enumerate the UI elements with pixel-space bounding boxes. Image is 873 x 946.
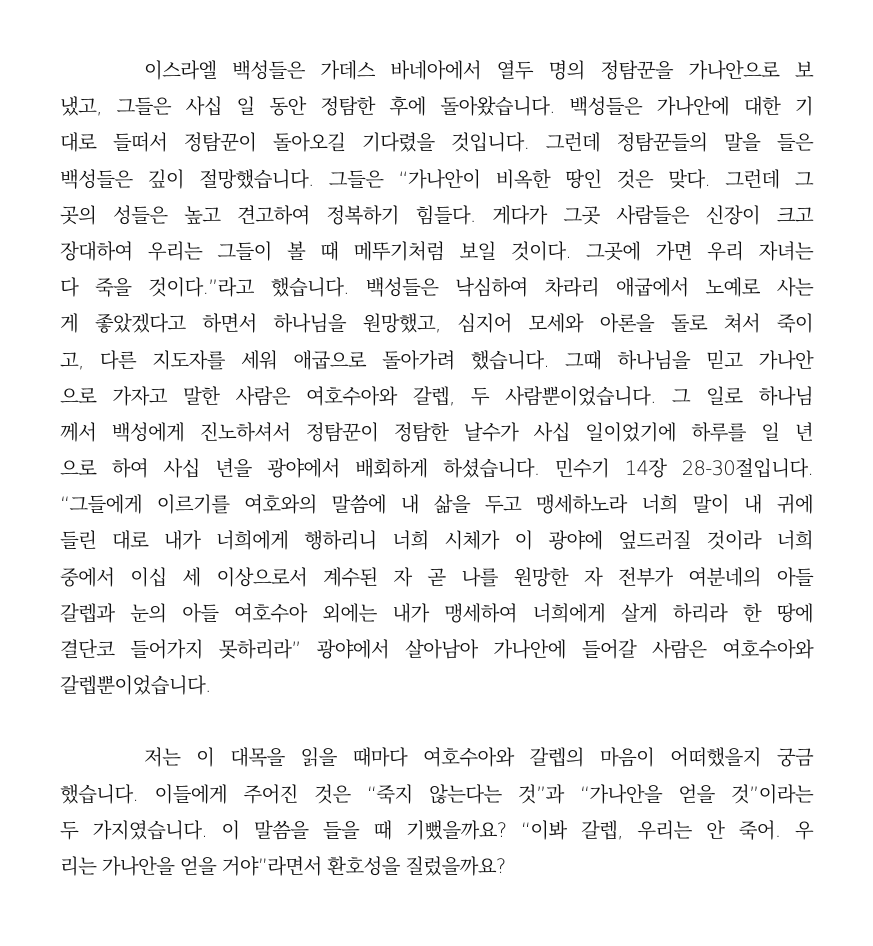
text-line: 백성들은 깊이 절망했습니다. 그들은 “가나안이 비옥한 땅인 것은 맞다. 그런데 그 <box>60 167 813 191</box>
text-line: 다 죽을 것이다.”라고 했습니다. 백성들은 낙심하여 차라리 애굽에서 노예로 사는 <box>60 276 813 300</box>
paragraph-2 <box>60 740 813 885</box>
text-line: 고, 다른 지도자를 세워 애굽으로 돌아가려 했습니다. 그때 하나님을 믿고 가나안 <box>60 348 813 372</box>
text-line: 께서 백성에게 진노하셔서 정탐꾼이 정탐한 날수가 사십 일이었기에 하루를 일 년 <box>60 420 813 444</box>
paragraph-1 <box>60 53 813 704</box>
text-line: 장대하여 우리는 그들이 볼 때 메뚜기처럼 보일 것이다. 그곳에 가면 우리 자녀는 <box>60 239 813 263</box>
text-line: 이스라엘 백성들은 가데스 바네아에서 열두 명의 정탐꾼을 가나안으로 보 <box>144 59 813 82</box>
text-line: 갈렙뿐이었습니다. <box>60 674 211 698</box>
text-line: 두 가지였습니다. 이 말씀을 들을 때 기뻤을까요? “이봐 갈렙, 우리는 안 죽어. 우 <box>60 818 813 842</box>
text-line: 대로 들떠서 정탐꾼이 돌아오길 기다렸을 것입니다. 그런데 정탐꾼들의 말을 들은 <box>60 131 813 155</box>
text-line: 저는 이 대목을 읽을 때마다 여호수아와 갈렙의 마음이 어떠했을지 궁금 <box>144 746 813 770</box>
text-line: 했습니다. 이들에게 주어진 것은 “죽지 않는다는 것”과 “가나안을 얻을 것”이라는 <box>60 782 813 806</box>
text-line: 으로 가자고 말한 사람은 여호수아와 갈렙, 두 사람뿐이었습니다. 그 일로 하나님 <box>60 384 813 408</box>
document-page <box>60 53 813 885</box>
text-line: 결단코 들어가지 못하리라” 광야에서 살아남아 가나안에 들어갈 사람은 여호수아와 <box>60 638 813 661</box>
text-line: 으로 하여 사십 년을 광야에서 배회하게 하셨습니다. 민수기 14장 28-30절입니다. <box>60 457 813 481</box>
text-line: 곳의 성들은 높고 견고하여 정복하기 힘들다. 게다가 그곳 사람들은 신장이 크고 <box>60 203 813 227</box>
text-line: 들린 대로 내가 너희에게 행하리니 너희 시체가 이 광야에 엎드러질 것이라 너희 <box>60 529 813 553</box>
text-line: 게 좋았겠다고 하면서 하나님을 원망했고, 심지어 모세와 아론을 돌로 쳐서 죽이 <box>60 312 813 336</box>
text-line: 냈고, 그들은 사십 일 동안 정탐한 후에 돌아왔습니다. 백성들은 가나안에 대한 기 <box>60 95 813 119</box>
text-line: 리는 가나안을 얻을 거야”라면서 환호성을 질렀을까요? <box>60 854 506 878</box>
text-line: “그들에게 이르기를 여호와의 말씀에 내 삶을 두고 맹세하노라 너희 말이 내 귀에 <box>60 493 813 517</box>
text-line: 갈렙과 눈의 아들 여호수아 외에는 내가 맹세하여 너희에게 살게 하리라 한 땅에 <box>60 601 813 625</box>
text-line: 중에서 이십 세 이상으로서 계수된 자 곧 나를 원망한 자 전부가 여분네의 아들 <box>60 565 813 589</box>
